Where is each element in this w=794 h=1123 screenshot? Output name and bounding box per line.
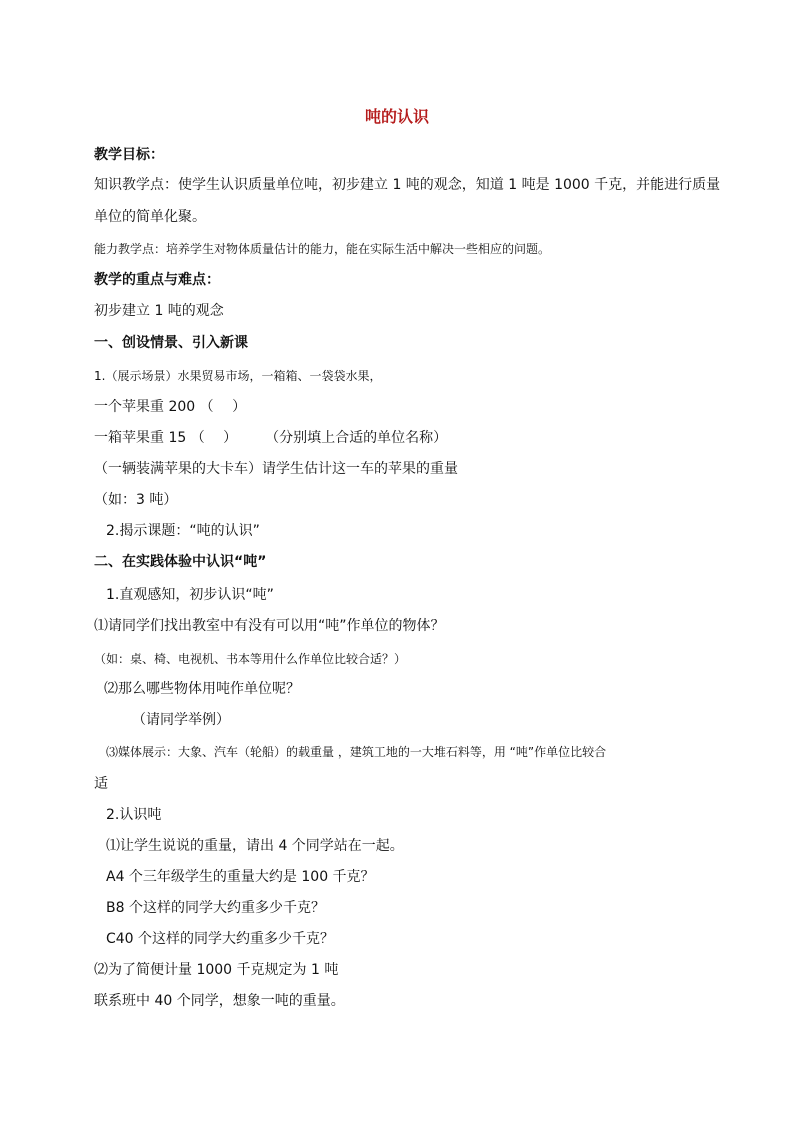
paragraph-line: 初步建立 1 吨的观念 <box>94 303 224 319</box>
paragraph-line: A4 个三年级学生的重量大约是 100 千克？ <box>106 869 375 885</box>
paragraph-line: （一辆装满苹果的大卡车）请学生估计这一车的苹果的重量 <box>94 461 458 477</box>
paragraph-line: 1.直观感知，初步认识“吨” <box>106 587 274 603</box>
section-heading-2: 二、在实践体验中认识“吨” <box>94 554 267 570</box>
paragraph-line: ⑴请同学们找出教室中有没有可以用“吨”作单位的物体？ <box>94 618 445 634</box>
paragraph-line: 联系班中 40 个同学，想象一吨的重量。 <box>94 993 345 1009</box>
paragraph-line: 单位的简单化聚。 <box>94 209 206 225</box>
paragraph-line: 能力教学点：培养学生对物体质量估计的能力，能在实际生活中解决一些相应的问题。 <box>94 242 551 256</box>
paragraph-line: ⑵为了简便计量 1000 千克规定为 1 吨 <box>94 962 339 978</box>
paragraph-line: 知识教学点：使学生认识质量单位吨，初步建立 1 吨的观念，知道 1 吨是 1000 千克，并能进行质量 <box>94 177 721 193</box>
paragraph-line: 1.（展示场景）水果贸易市场，一箱箱、一袋袋水果， <box>94 369 382 383</box>
paragraph-line: 一个苹果重 200 （ ） <box>94 399 247 415</box>
paragraph-line: C40 个这样的同学大约重多少千克？ <box>106 931 335 947</box>
paragraph-line: 2.揭示课题：“吨的认识” <box>106 523 260 539</box>
paragraph-line: 2.认识吨 <box>106 807 162 823</box>
section-heading-1: 一、创设情景、引入新课 <box>94 335 248 351</box>
paragraph-line: （如：桌、椅、电视机、书本等用什么作单位比较合适？） <box>94 652 407 666</box>
paragraph-line: ⑶媒体展示：大象、汽车（轮船）的载重量 ，建筑工地的一大堆石料等，用 “吨”作单位比较合 <box>106 745 607 759</box>
heading-key-points: 教学的重点与难点： <box>94 272 220 288</box>
paragraph-line: 适 <box>94 776 108 792</box>
document-title: 吨的认识 <box>364 107 429 126</box>
paragraph-line: ⑵那么哪些物体用吨作单位呢？ <box>104 681 300 697</box>
paragraph-line: B8 个这样的同学大约重多少千克？ <box>106 900 325 916</box>
paragraph-line: ⑴让学生说说的重量，请出 4 个同学站在一起。 <box>106 838 404 854</box>
paragraph-line: （请同学举例） <box>132 712 230 728</box>
heading-teaching-goals: 教学目标： <box>94 147 164 163</box>
paragraph-line: （如：3 吨） <box>94 492 178 508</box>
paragraph-line: 一箱苹果重 15 （ ） （分别填上合适的单位名称） <box>94 430 448 446</box>
